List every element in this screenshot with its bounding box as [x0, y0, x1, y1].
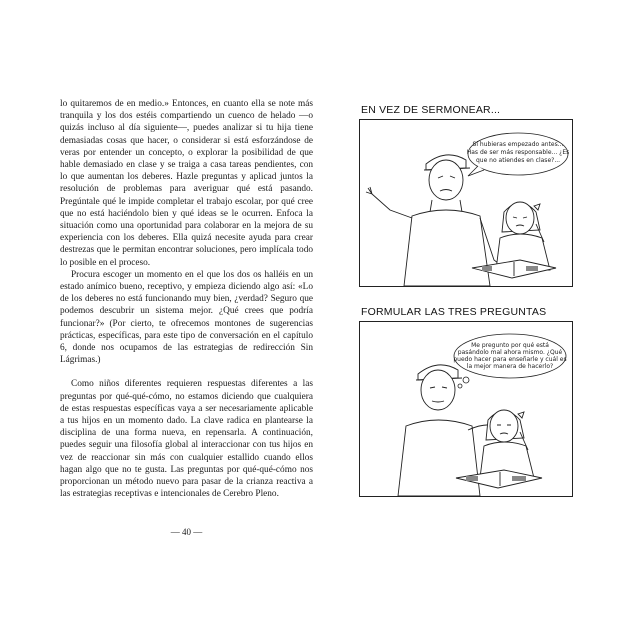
bubble-line: que no atiendes en clase?...	[475, 157, 561, 164]
bubble-line: la mejor manera de hacerlo?	[466, 363, 554, 370]
bubble-line: Me pregunto por qué está	[471, 342, 549, 349]
paragraph: lo quitaremos de en medio.» Entonces, en cuanto ella se note más tranquila y los dos estéis compartiendo un cuenco de helado —o quizás incluso al día siguiente—, puedes analizar si tu hija tiene demasiadas cosas que hacer, o considerar si está esforzándose de veras por entender un concepto, o explorar la posibilidad de que hable demasiado en clase y se traiga a casa tareas pendientes, con lo que aumentan los deberes. Hazle preguntas y aplicad juntos la resolución de problemas para averiguar qué está pasando. Pregúntale qué le impide completar el trabajo escolar, por qué cree que no está haciéndolo bien y qué ideas se le ocurren. Enfoca la situación como una oportunidad para colaborar en la mejora de su experiencia con los deberes. Ella quizá necesite ayuda para crear destrezas que le permitan encontrar soluciones, pero implícala todo lo posible en el proceso.	[60, 99, 313, 268]
paragraph: Como niños diferentes requieren respuestas diferentes a las preguntas por qué-qué-cómo, no estamos diciendo que cualquiera de estas respuestas específicas vaya a ser necesariamente aplicable a tus hijos en un momento dado. La clave radica en plantearse la disciplina de una forma nueva, en repensarla. A continuación, puedes seguir una filosofía global al interaccionar con tus hijos en vez de reaccionar sin más con cualquier estallido cuando ellos hagan algo que no te gusta. Las preguntas por qué-qué-cómo nos proporcionan un método nuevo para pasar de la crianza reactiva a las estrategias receptivas e intencionales de Cerebro Pleno.	[60, 379, 313, 500]
paragraph: Procura escoger un momento en el que los dos os halléis en un estado anímico bueno, receptivo, y empieza diciendo algo así: «Lo de los deberes no está funcionando muy bien, ¿verdad? Seguro que podemos descubrir un sistema mejor. ¿Qué crees que podría funcionar?» (Por cierto, te ofrecemos montones de sugerencias prácticas, específicas, para este tipo de conversación en el capítulo 6, donde nos ocupamos de las estrategias de redirección Sin Lágrimas.)	[60, 269, 313, 366]
comic-panel-preguntas	[359, 321, 573, 497]
panel-title-preguntas: FORMULAR LAS TRES PREGUNTAS	[361, 306, 547, 318]
bubble-line: Si hubieras empezado antes...	[472, 141, 564, 148]
bubble-line: pasándolo mal ahora mismo. ¿Qué	[457, 349, 563, 356]
comic-panel-sermonear	[359, 119, 573, 287]
girl-figure	[480, 410, 534, 478]
panel-title-sermonear: EN VEZ DE SERMONEAR...	[361, 104, 501, 116]
page-number: — 40 —	[170, 527, 203, 537]
left-page-text	[60, 98, 313, 501]
comic-illustration	[360, 120, 572, 286]
girl-figure	[496, 202, 550, 270]
bubble-line: puedo hacer para enseñarle y cuál es	[453, 356, 567, 363]
bubble-line: Has de ser más responsable... ¿Es	[466, 149, 570, 156]
comic-illustration	[360, 322, 572, 496]
